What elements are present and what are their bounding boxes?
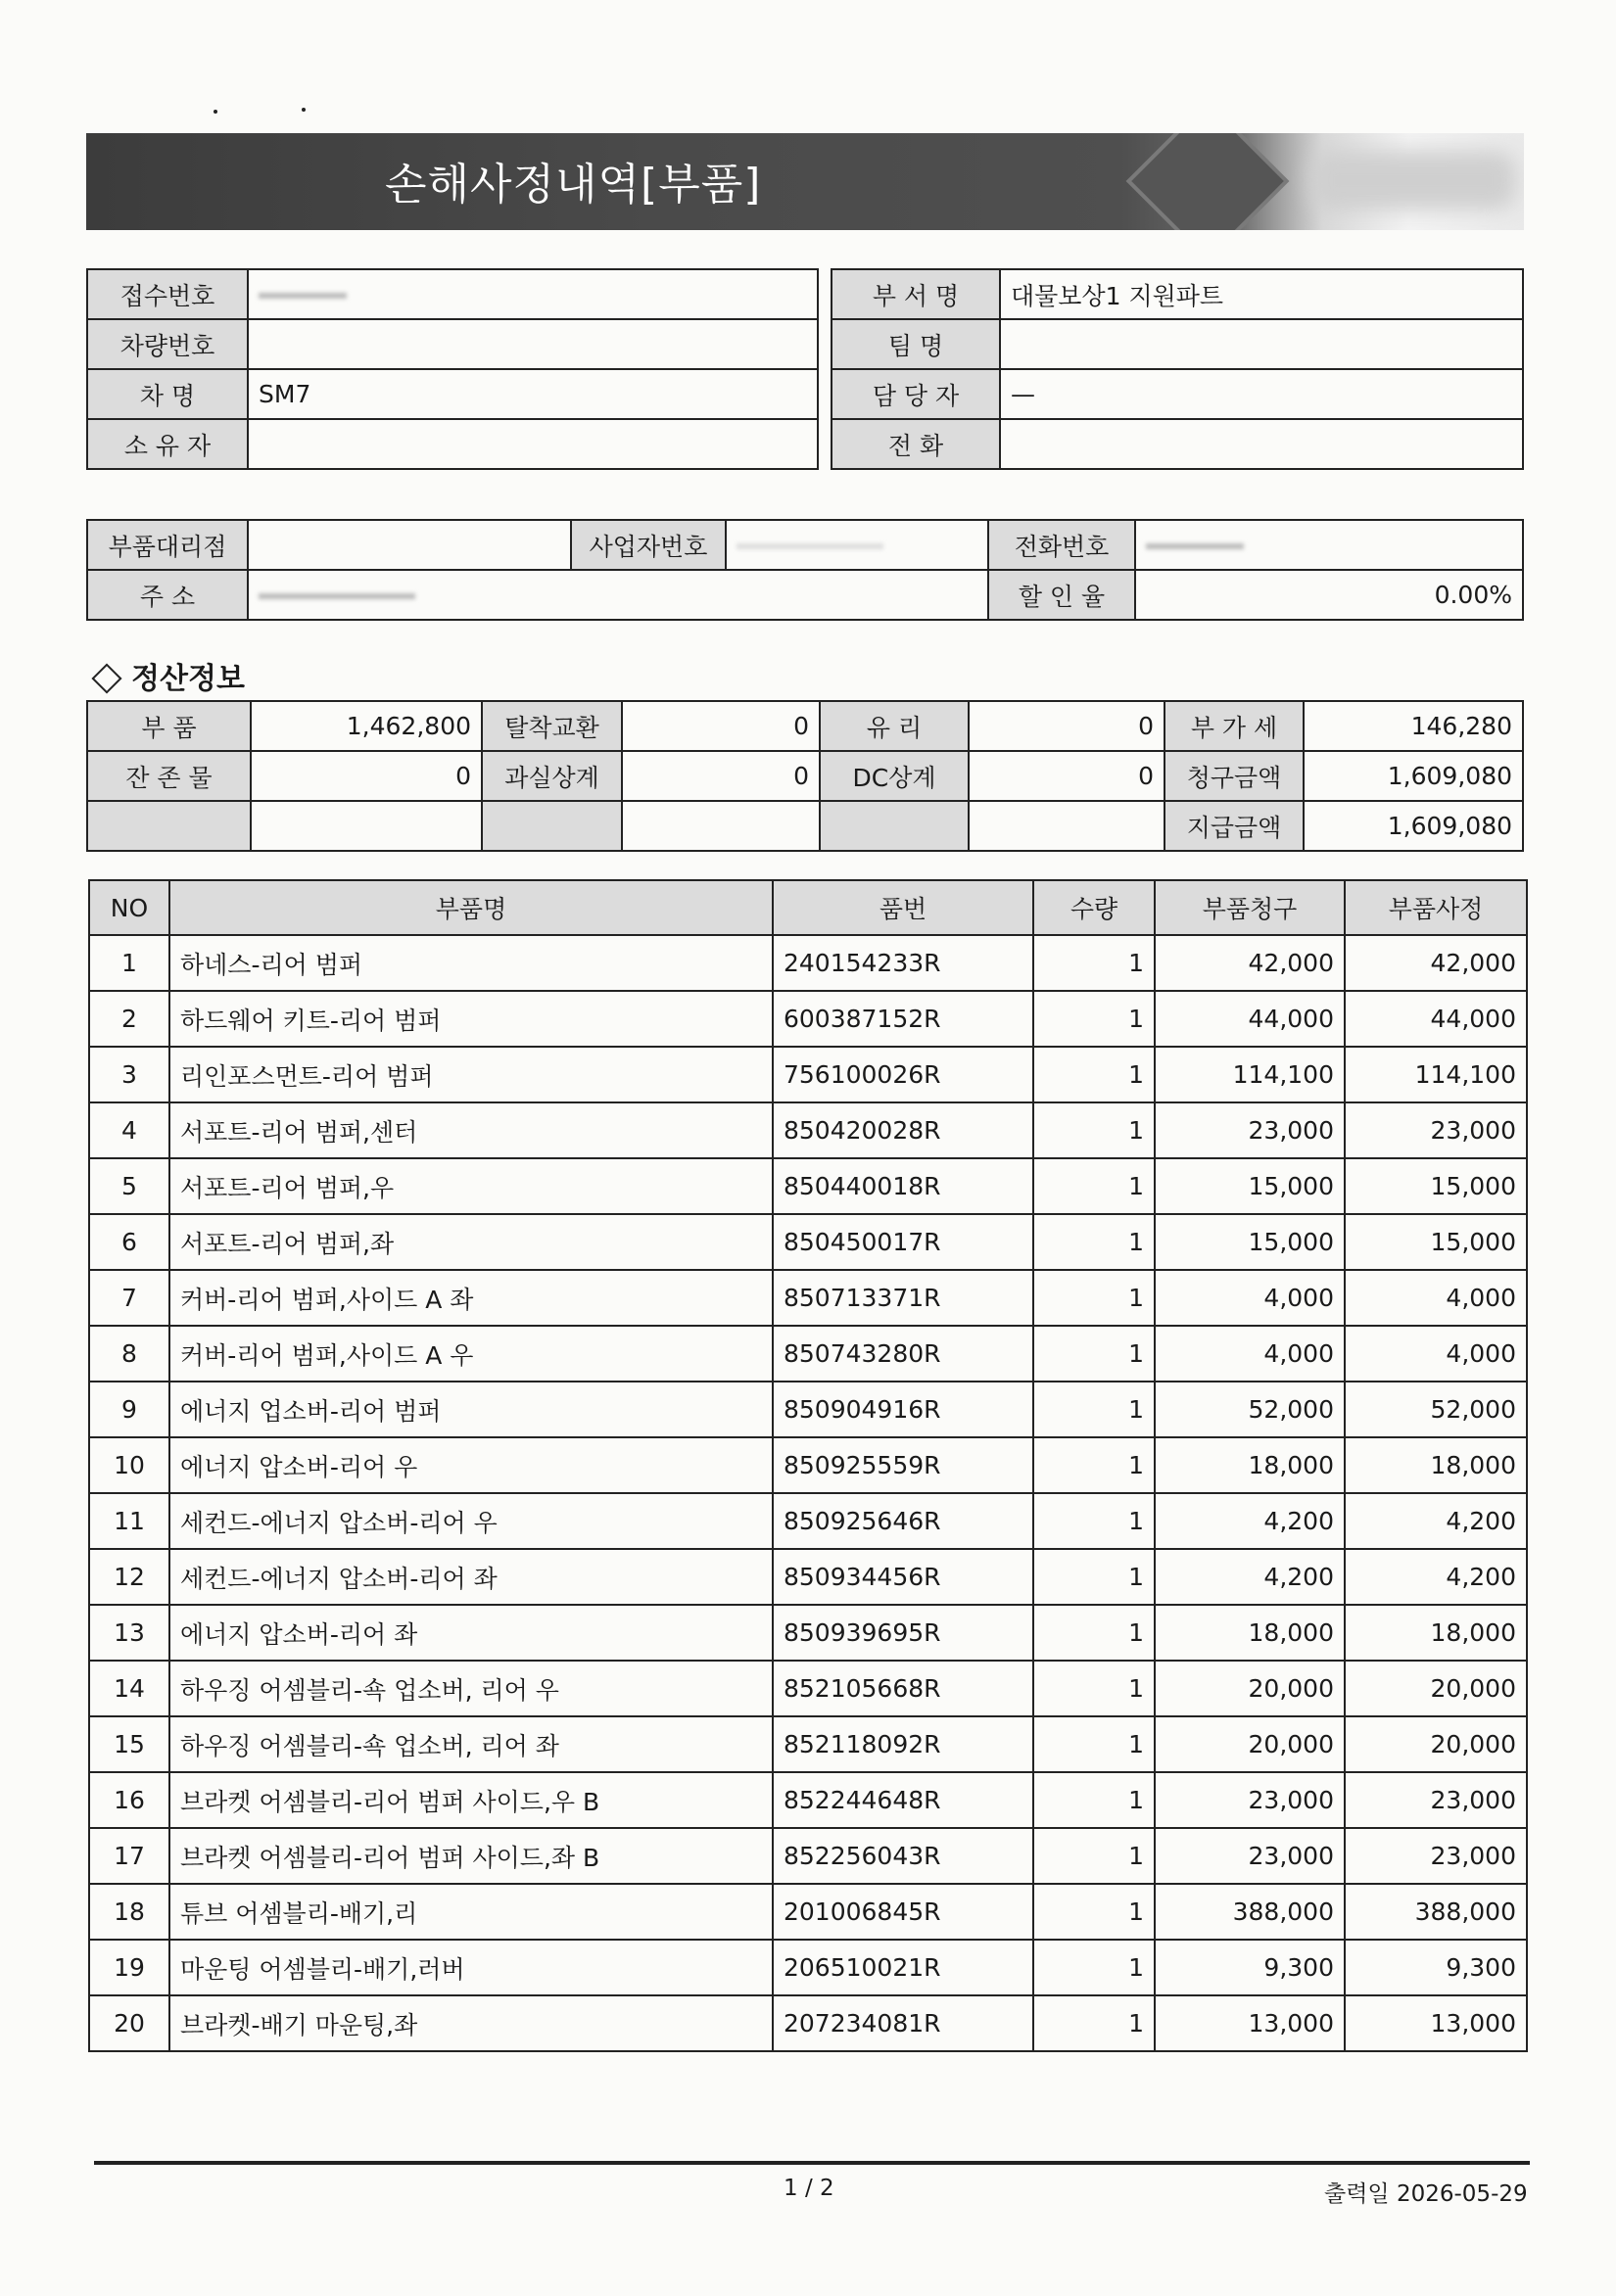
value-claim-amount: 1,609,080: [1304, 751, 1523, 801]
value-discount-rate: 0.00%: [1135, 570, 1523, 620]
redacted-mark: [259, 293, 347, 299]
settlement-section-title: 정산정보: [90, 654, 245, 697]
info-row: [87, 419, 818, 469]
cell-no: 13: [89, 1605, 169, 1661]
cell-parts-assessment: 20,000: [1345, 1716, 1527, 1772]
cell-parts-claim: 15,000: [1155, 1158, 1345, 1214]
label-owner: 소 유 자: [87, 419, 248, 469]
table-row: [89, 1437, 1527, 1493]
value-residual: 0: [251, 751, 482, 801]
table-row: [89, 1493, 1527, 1549]
value-department: 대물보상1 지원파트: [1000, 269, 1523, 319]
redacted-logo: [1310, 151, 1516, 210]
cell-parts-claim: 388,000: [1155, 1884, 1345, 1940]
cell-part-code: 850934456R: [773, 1549, 1033, 1605]
dealer-row: [87, 520, 1523, 570]
cell-no: 9: [89, 1382, 169, 1437]
value-detach-exchange: 0: [622, 701, 820, 751]
cell-no: 14: [89, 1661, 169, 1716]
department-info-table: [831, 268, 1524, 470]
header-no: NO: [89, 880, 169, 935]
empty-cell: [820, 801, 969, 851]
cell-part-code: 207234081R: [773, 1995, 1033, 2051]
cell-part-code: 850440018R: [773, 1158, 1033, 1214]
diamond-bullet-icon: [91, 663, 121, 693]
label-business-no: 사업자번호: [571, 520, 726, 570]
cell-part-code: 850450017R: [773, 1214, 1033, 1270]
cell-quantity: 1: [1033, 1102, 1155, 1158]
cell-quantity: 1: [1033, 1772, 1155, 1828]
cell-parts-claim: 114,100: [1155, 1047, 1345, 1102]
settlement-row: [87, 751, 1523, 801]
value-phone: [1000, 419, 1523, 469]
cell-parts-claim: 4,000: [1155, 1270, 1345, 1326]
cell-part-name: 하네스-리어 범퍼: [169, 935, 773, 991]
value-owner: [248, 419, 818, 469]
value-manager: —: [1000, 369, 1523, 419]
value-payment-amount: 1,609,080: [1304, 801, 1523, 851]
settlement-row: [87, 701, 1523, 751]
cell-parts-assessment: 114,100: [1345, 1047, 1527, 1102]
cell-part-code: 850925559R: [773, 1437, 1033, 1493]
label-dc-offset: DC상계: [820, 751, 969, 801]
cell-part-name: 세컨드-에너지 압소버-리어 좌: [169, 1549, 773, 1605]
cell-part-name: 마운팅 어셈블리-배기,러버: [169, 1940, 773, 1995]
cell-parts-assessment: 4,200: [1345, 1549, 1527, 1605]
cell-part-code: 850420028R: [773, 1102, 1033, 1158]
header-quantity: 수량: [1033, 880, 1155, 935]
cell-no: 4: [89, 1102, 169, 1158]
cell-no: 12: [89, 1549, 169, 1605]
header-parts-claim: 부품청구: [1155, 880, 1345, 935]
redacted-mark: [259, 593, 415, 599]
cell-parts-claim: 4,000: [1155, 1326, 1345, 1382]
cell-no: 3: [89, 1047, 169, 1102]
cell-part-name: 하드웨어 키트-리어 범퍼: [169, 991, 773, 1047]
cell-parts-assessment: 52,000: [1345, 1382, 1527, 1437]
value-glass: 0: [969, 701, 1164, 751]
table-row: [89, 1828, 1527, 1884]
label-phone: 전 화: [832, 419, 1000, 469]
footer-divider: [94, 2161, 1530, 2165]
empty-cell: [969, 801, 1164, 851]
cell-quantity: 1: [1033, 1605, 1155, 1661]
settlement-table: [86, 700, 1524, 852]
cell-quantity: 1: [1033, 1382, 1155, 1437]
claim-info-table: [86, 268, 819, 470]
table-row: [89, 935, 1527, 991]
cell-parts-claim: 18,000: [1155, 1605, 1345, 1661]
scan-speck: [214, 110, 217, 114]
info-row: [832, 419, 1523, 469]
cell-no: 17: [89, 1828, 169, 1884]
cell-quantity: 1: [1033, 1214, 1155, 1270]
cell-quantity: 1: [1033, 1661, 1155, 1716]
value-car-name: SM7: [248, 369, 818, 419]
cell-quantity: 1: [1033, 1549, 1155, 1605]
scan-speck: [302, 108, 306, 112]
print-date: 출력일 2026-05-29: [1324, 2181, 1528, 2207]
cell-part-name: 하우징 어셈블리-쇽 업소버, 리어 좌: [169, 1716, 773, 1772]
label-car-name: 차 명: [87, 369, 248, 419]
table-row: [89, 1102, 1527, 1158]
table-row: [89, 1382, 1527, 1437]
cell-part-code: 850925646R: [773, 1493, 1033, 1549]
cell-parts-assessment: 9,300: [1345, 1940, 1527, 1995]
info-row: [832, 369, 1523, 419]
cell-parts-claim: 9,300: [1155, 1940, 1345, 1995]
cell-parts-claim: 4,200: [1155, 1493, 1345, 1549]
cell-parts-claim: 15,000: [1155, 1214, 1345, 1270]
dealer-row: [87, 570, 1523, 620]
value-parts: 1,462,800: [251, 701, 482, 751]
cell-parts-assessment: 4,000: [1345, 1270, 1527, 1326]
cell-parts-assessment: 42,000: [1345, 935, 1527, 991]
cell-part-name: 브라켓 어셈블리-리어 범퍼 사이드,좌 B: [169, 1828, 773, 1884]
value-receipt-no: [248, 269, 818, 319]
cell-part-code: 240154233R: [773, 935, 1033, 991]
table-row: [89, 1884, 1527, 1940]
cell-parts-claim: 52,000: [1155, 1382, 1345, 1437]
cell-part-name: 서포트-리어 범퍼,센터: [169, 1102, 773, 1158]
cell-quantity: 1: [1033, 1493, 1155, 1549]
label-parts-dealer: 부품대리점: [87, 520, 248, 570]
cell-part-name: 커버-리어 범퍼,사이드 A 좌: [169, 1270, 773, 1326]
value-address: [248, 570, 988, 620]
label-dealer-phone: 전화번호: [988, 520, 1135, 570]
cell-quantity: 1: [1033, 1047, 1155, 1102]
cell-quantity: 1: [1033, 1437, 1155, 1493]
cell-part-code: 852118092R: [773, 1716, 1033, 1772]
cell-parts-assessment: 23,000: [1345, 1828, 1527, 1884]
cell-part-name: 튜브 어셈블리-배기,리: [169, 1884, 773, 1940]
label-manager: 담 당 자: [832, 369, 1000, 419]
table-row: [89, 1940, 1527, 1995]
cell-quantity: 1: [1033, 1716, 1155, 1772]
table-row: [89, 1270, 1527, 1326]
cell-parts-claim: 18,000: [1155, 1437, 1345, 1493]
cell-parts-assessment: 4,200: [1345, 1493, 1527, 1549]
page-number: 1 / 2: [784, 2176, 834, 2201]
cell-parts-assessment: 4,000: [1345, 1326, 1527, 1382]
table-row: [89, 1047, 1527, 1102]
cell-parts-claim: 23,000: [1155, 1828, 1345, 1884]
cell-parts-assessment: 23,000: [1345, 1102, 1527, 1158]
cell-parts-assessment: 44,000: [1345, 991, 1527, 1047]
cell-parts-assessment: 18,000: [1345, 1437, 1527, 1493]
cell-part-code: 600387152R: [773, 991, 1033, 1047]
label-department: 부 서 명: [832, 269, 1000, 319]
label-residual: 잔 존 물: [87, 751, 251, 801]
table-row: [89, 1716, 1527, 1772]
redacted-mark: [1146, 543, 1244, 549]
cell-part-code: 850713371R: [773, 1270, 1033, 1326]
table-row: [89, 1772, 1527, 1828]
table-row: [89, 1214, 1527, 1270]
page-title: 손해사정내역[부품]: [385, 160, 762, 210]
cell-no: 19: [89, 1940, 169, 1995]
title-banner: [86, 133, 1524, 230]
cell-quantity: 1: [1033, 1270, 1155, 1326]
table-row: [89, 1549, 1527, 1605]
cell-parts-assessment: 15,000: [1345, 1158, 1527, 1214]
cell-no: 2: [89, 991, 169, 1047]
cell-quantity: 1: [1033, 1158, 1155, 1214]
dealer-table: [86, 519, 1524, 621]
cell-parts-assessment: 18,000: [1345, 1605, 1527, 1661]
label-receipt-no: 접수번호: [87, 269, 248, 319]
cell-part-code: 201006845R: [773, 1884, 1033, 1940]
cell-no: 18: [89, 1884, 169, 1940]
info-row: [87, 269, 818, 319]
cell-no: 5: [89, 1158, 169, 1214]
table-row: [89, 1158, 1527, 1214]
label-parts: 부 품: [87, 701, 251, 751]
parts-body: [89, 935, 1527, 2051]
cell-part-code: 852105668R: [773, 1661, 1033, 1716]
cell-parts-claim: 13,000: [1155, 1995, 1345, 2051]
label-discount-rate: 할 인 율: [988, 570, 1135, 620]
cell-parts-claim: 20,000: [1155, 1661, 1345, 1716]
empty-cell: [622, 801, 820, 851]
label-claim-amount: 청구금액: [1164, 751, 1304, 801]
label-glass: 유 리: [820, 701, 969, 751]
label-team: 팀 명: [832, 319, 1000, 369]
cell-no: 15: [89, 1716, 169, 1772]
cell-no: 6: [89, 1214, 169, 1270]
empty-cell: [251, 801, 482, 851]
value-business-no: [726, 520, 988, 570]
cell-part-name: 에너지 압소버-리어 우: [169, 1437, 773, 1493]
cell-parts-claim: 23,000: [1155, 1772, 1345, 1828]
info-row: [87, 319, 818, 369]
cell-parts-claim: 4,200: [1155, 1549, 1345, 1605]
table-row: [89, 1661, 1527, 1716]
cell-no: 20: [89, 1995, 169, 2051]
value-fault-offset: 0: [622, 751, 820, 801]
cell-quantity: 1: [1033, 1884, 1155, 1940]
header-parts-assessment: 부품사정: [1345, 880, 1527, 935]
cell-no: 1: [89, 935, 169, 991]
value-team: [1000, 319, 1523, 369]
cell-part-name: 브라켓 어셈블리-리어 범퍼 사이드,우 B: [169, 1772, 773, 1828]
cell-no: 11: [89, 1493, 169, 1549]
table-row: [89, 1605, 1527, 1661]
settlement-row: [87, 801, 1523, 851]
info-row: [832, 319, 1523, 369]
cell-part-name: 세컨드-에너지 압소버-리어 우: [169, 1493, 773, 1549]
cell-part-name: 에너지 업소버-리어 범퍼: [169, 1382, 773, 1437]
cell-part-name: 리인포스먼트-리어 범퍼: [169, 1047, 773, 1102]
value-vat: 146,280: [1304, 701, 1523, 751]
label-payment-amount: 지급금액: [1164, 801, 1304, 851]
cell-quantity: 1: [1033, 1828, 1155, 1884]
cell-parts-claim: 44,000: [1155, 991, 1345, 1047]
cell-part-code: 850904916R: [773, 1382, 1033, 1437]
cell-part-code: 852244648R: [773, 1772, 1033, 1828]
cell-no: 16: [89, 1772, 169, 1828]
cell-part-code: 756100026R: [773, 1047, 1033, 1102]
value-parts-dealer: [248, 520, 571, 570]
cell-part-code: 206510021R: [773, 1940, 1033, 1995]
table-row: [89, 1995, 1527, 2051]
cell-no: 7: [89, 1270, 169, 1326]
cell-part-name: 서포트-리어 범퍼,좌: [169, 1214, 773, 1270]
cell-parts-claim: 23,000: [1155, 1102, 1345, 1158]
header-part-code: 품번: [773, 880, 1033, 935]
info-row: [87, 369, 818, 419]
cell-parts-assessment: 15,000: [1345, 1214, 1527, 1270]
parts-header-row: [89, 880, 1527, 935]
empty-cell: [87, 801, 251, 851]
banner-diamond-decoration: [1131, 133, 1284, 230]
cell-no: 10: [89, 1437, 169, 1493]
cell-quantity: 1: [1033, 1326, 1155, 1382]
header-part-name: 부품명: [169, 880, 773, 935]
label-plate-no: 차량번호: [87, 319, 248, 369]
label-vat: 부 가 세: [1164, 701, 1304, 751]
cell-parts-assessment: 20,000: [1345, 1661, 1527, 1716]
cell-parts-claim: 42,000: [1155, 935, 1345, 991]
value-plate-no: [248, 319, 818, 369]
cell-parts-assessment: 388,000: [1345, 1884, 1527, 1940]
cell-part-name: 서포트-리어 범퍼,우: [169, 1158, 773, 1214]
cell-part-code: 852256043R: [773, 1828, 1033, 1884]
cell-part-code: 850743280R: [773, 1326, 1033, 1382]
cell-part-code: 850939695R: [773, 1605, 1033, 1661]
cell-part-name: 브라켓-배기 마운팅,좌: [169, 1995, 773, 2051]
cell-quantity: 1: [1033, 1995, 1155, 2051]
cell-part-name: 커버-리어 범퍼,사이드 A 우: [169, 1326, 773, 1382]
redacted-mark: [737, 543, 883, 549]
label-address: 주 소: [87, 570, 248, 620]
value-dealer-phone: [1135, 520, 1523, 570]
cell-parts-assessment: 13,000: [1345, 1995, 1527, 2051]
cell-part-name: 하우징 어셈블리-쇽 업소버, 리어 우: [169, 1661, 773, 1716]
cell-parts-assessment: 23,000: [1345, 1772, 1527, 1828]
table-row: [89, 991, 1527, 1047]
label-fault-offset: 과실상계: [482, 751, 622, 801]
value-dc-offset: 0: [969, 751, 1164, 801]
label-detach-exchange: 탈착교환: [482, 701, 622, 751]
info-row: [832, 269, 1523, 319]
cell-parts-claim: 20,000: [1155, 1716, 1345, 1772]
cell-no: 8: [89, 1326, 169, 1382]
empty-cell: [482, 801, 622, 851]
cell-part-name: 에너지 압소버-리어 좌: [169, 1605, 773, 1661]
cell-quantity: 1: [1033, 991, 1155, 1047]
cell-quantity: 1: [1033, 935, 1155, 991]
table-row: [89, 1326, 1527, 1382]
cell-quantity: 1: [1033, 1940, 1155, 1995]
parts-table: [88, 879, 1528, 2052]
